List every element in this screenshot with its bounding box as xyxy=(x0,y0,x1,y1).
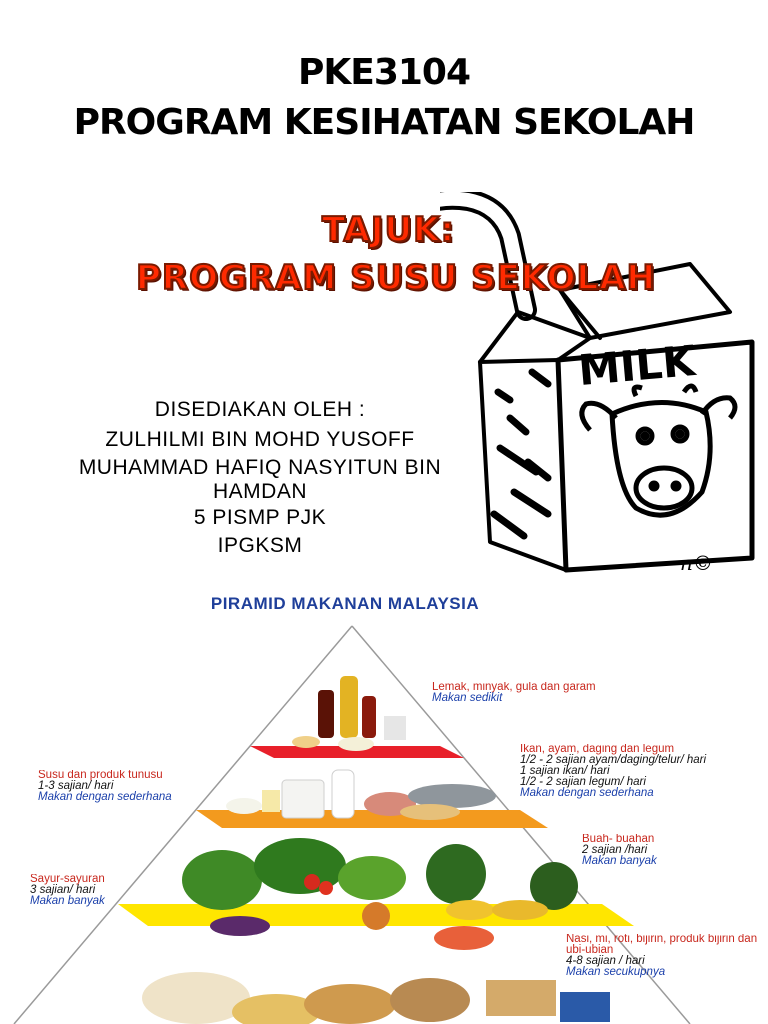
food-pyramid xyxy=(0,620,768,1024)
label-vegetables: Sayur-sayuran 3 sajian/ hari Makan banyak xyxy=(30,874,105,907)
author-institution: IPGKSM xyxy=(217,534,303,557)
author-name-1: ZULHILMI BIN MOHD YUSOFF xyxy=(105,428,415,451)
carton-milk-text: MILK xyxy=(576,336,697,396)
label-fruit: Buah- buahan 2 sajian /hari Makan banyak xyxy=(582,834,657,867)
fats-food-items xyxy=(292,676,406,751)
label-grains: Nasi, mi, roti, bijirin, produk bijirin dan ubi-ubian 4-8 sajian / hari Makan secukupnya xyxy=(566,934,758,978)
milk-carton-illustration xyxy=(440,192,768,578)
grains-food-items xyxy=(142,972,610,1024)
author-class: 5 PISMP PJK xyxy=(193,506,327,529)
label-protein: Ikan, ayam, daging dan legum 1/2 - 2 sajian ayam/daging/telur/ hari 1 sajian ikan/ hari 1/2 - 2 sajian legum/ hari Makan dengan sederhana xyxy=(520,744,707,799)
credits-label: DISEDIAKAN OLEH : xyxy=(154,398,366,421)
course-title: PROGRAM KESIHATAN SEKOLAH xyxy=(73,102,695,143)
label-fats: Lemak, minyak, gula dan garam Makan sedikit xyxy=(432,682,596,704)
topic-label: TAJUK: xyxy=(322,210,456,250)
topic-title: PROGRAM SUSU SEKOLAH xyxy=(136,258,656,298)
fruit-veg-food-items xyxy=(182,838,578,950)
label-dairy: Susu dan produk tunusu 1-3 sajian/ hari Makan dengan sederhana xyxy=(38,770,172,803)
author-name-2: MUHAMMAD HAFIQ NASYITUN BIN HAMDAN xyxy=(78,456,442,503)
course-code: PKE3104 xyxy=(297,52,471,93)
cow-face-icon xyxy=(582,386,735,515)
pyramid-title: PIRAMID MAKANAN MALAYSIA xyxy=(210,594,480,613)
artist-signature: n© xyxy=(680,551,713,575)
